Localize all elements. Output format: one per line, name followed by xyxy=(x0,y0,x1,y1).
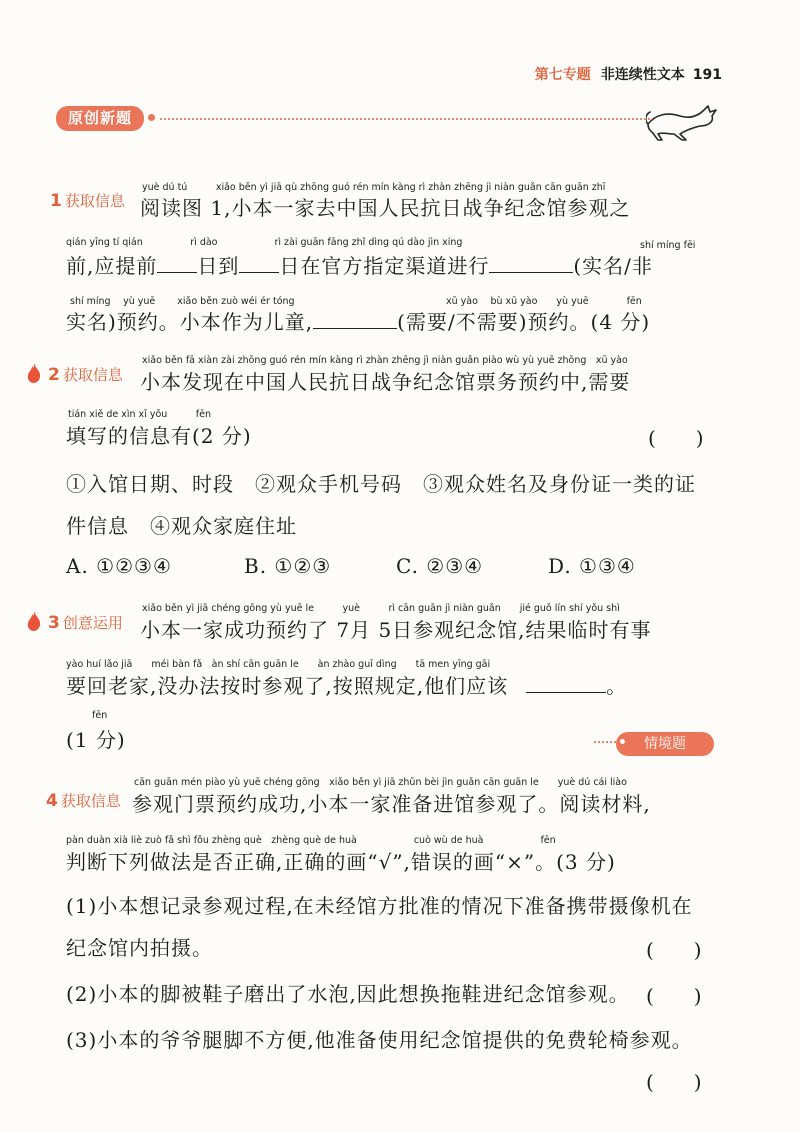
q1-line-2: 前,应提前 日到 日在官方指定渠道进行 (实名/非 xyxy=(66,254,653,278)
q4-answer-paren-1[interactable]: ( ) xyxy=(646,938,702,962)
fire-icon xyxy=(26,610,42,632)
q4-pinyin-2: pàn duàn xià liè zuò fǎ shì fǒu zhèng què zhèng què de huà cuò wù de huà fēn xyxy=(66,835,556,846)
q1-pinyin-2b: shí míng fēi xyxy=(640,240,696,251)
q1-blank-days-before[interactable] xyxy=(157,254,197,273)
q4-statement-1a: (1)小本想记录参观过程,在未经馆方批准的情况下准备携带摄像机在 xyxy=(66,894,693,918)
page-number: 191 xyxy=(692,67,722,83)
q1-blank-need[interactable] xyxy=(313,310,397,329)
q4-label: 4 获取信息 xyxy=(46,791,121,811)
q3-pinyin-3: fēn xyxy=(92,710,108,721)
q4-answer-paren-2[interactable]: ( ) xyxy=(646,984,702,1008)
q2-line-1: 小本发现在中国人民抗日战争纪念馆票务预约中,需要 xyxy=(140,370,631,394)
q1-line-3: 实名)预约。小本作为儿童, (需要/不需要)预约。(4 分) xyxy=(66,310,651,334)
q3-line-2: 要回老家,没办法按时参观了,按照规定,他们应该 。 xyxy=(66,674,628,698)
q4-statement-1b: 纪念馆内拍摄。 xyxy=(66,936,213,960)
q2-line-2: 填写的信息有(2 分) xyxy=(66,424,252,448)
q2-pinyin-1: xiǎo běn fā xiàn zài zhōng guó rén mín kàng rì zhàn zhēng jì niàn guǎn piào wù yù yuē zhōng xū yào xyxy=(142,355,628,366)
fire-icon xyxy=(26,362,42,384)
choice-a[interactable]: A. ①②③④ xyxy=(66,554,172,578)
q3-pinyin-2: yào huí lǎo jiā méi bàn fǎ àn shí cān guān le àn zhào guī dìng tā men yīng gāi xyxy=(66,659,491,670)
q3-label: 3 创意运用 xyxy=(48,613,123,633)
q1-pinyin-3: shí míng yù yuē xiǎo běn zuò wéi ér tóng xyxy=(70,296,295,307)
q3-answer-blank[interactable] xyxy=(526,674,606,693)
q1-blank-reservation-type[interactable] xyxy=(489,254,573,273)
section-banner: 原创新题 xyxy=(56,106,144,131)
q1-label: 1 获取信息 xyxy=(50,191,125,211)
q4-answer-paren-3[interactable]: ( ) xyxy=(646,1070,702,1094)
q4-statement-2: (2)小本的脚被鞋子磨出了水泡,因此想换拖鞋进纪念馆参观。 xyxy=(66,982,630,1006)
q4-line-2: 判断下列做法是否正确,正确的画“√”,错误的画“×”。(3 分) xyxy=(66,850,616,874)
q4-pinyin-1: cān guān mén piào yù yuē chéng gōng xiǎo běn yì jiā zhǔn bèi jìn guǎn cān guān le yuè dú cái liào xyxy=(134,777,627,788)
tag-dot xyxy=(620,739,625,744)
choice-b[interactable]: B. ①②③ xyxy=(244,554,332,578)
q2-options-line-1: ①入馆日期、时段 ②观众手机号码 ③观众姓名及身份证一类的证 xyxy=(66,472,696,496)
q1-pinyin-3b: xū yào bù xū yào yù yuē fēn xyxy=(446,296,642,307)
q1-blank-days-register[interactable] xyxy=(239,254,279,273)
q1-pinyin-1: yuè dú tú xiǎo běn yì jiā qù zhōng guó rén mín kàng rì zhàn zhēng jì niàn guǎn cān guān zhī xyxy=(142,182,606,193)
header-title: 非连续性文本 xyxy=(600,67,685,83)
q1-pinyin-2: qián yīng tí qián rì dào rì zài guān fāng zhǐ dìng qú dào jìn xíng xyxy=(66,237,463,248)
header-topic: 第七专题 xyxy=(534,67,591,83)
banner-dotted-line xyxy=(160,118,650,120)
q3-line-3: (1 分) xyxy=(66,728,126,752)
q4-statement-3: (3)小本的爷爷腿脚不方便,他准备使用纪念馆提供的免费轮椅参观。 xyxy=(66,1028,693,1052)
q3-pinyin-1: xiǎo běn yì jiā chéng gōng yù yuē le yuè rì cān guān jì niàn guǎn jié guǒ lín shí yǒu shì xyxy=(142,603,620,614)
q2-label: 2 获取信息 xyxy=(48,365,123,385)
q2-options-line-2: 件信息 ④观众家庭住址 xyxy=(66,514,297,538)
q4-line-1: 参观门票预约成功,小本一家准备进馆参观了。阅读材料, xyxy=(132,792,651,816)
scenario-tag: 情境题 xyxy=(616,732,714,756)
tag-dotted-line xyxy=(594,741,616,743)
choice-d[interactable]: D. ①③④ xyxy=(548,554,636,578)
q2-answer-paren[interactable]: ( ) xyxy=(648,426,704,450)
q1-line-1: 阅读图 1,小本一家去中国人民抗日战争纪念馆参观之 xyxy=(140,196,631,220)
running-header xyxy=(535,64,722,84)
q3-line-1: 小本一家成功预约了 7月 5日参观纪念馆,结果临时有事 xyxy=(140,618,652,642)
banner-dot xyxy=(148,114,155,121)
q2-pinyin-2: tián xiě de xìn xī yǒu fēn xyxy=(68,409,211,420)
choice-c[interactable]: C. ②③④ xyxy=(396,554,484,578)
running-cat-icon xyxy=(646,104,720,142)
